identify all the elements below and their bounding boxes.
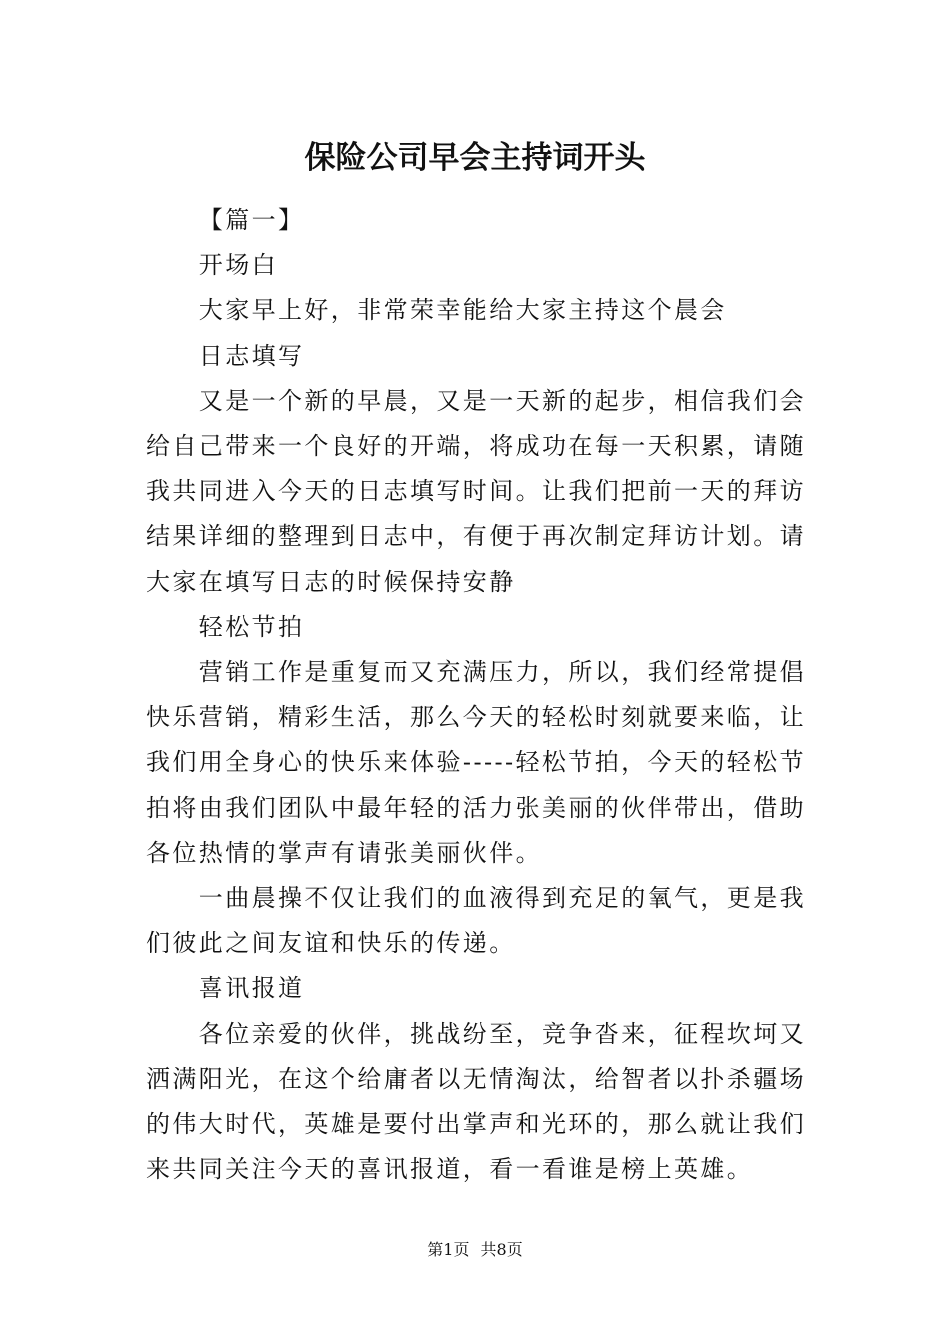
subheading-relax: 轻松节拍 <box>198 612 305 641</box>
subheading-news: 喜讯报道 <box>198 974 305 1003</box>
page-total: 共8页 <box>480 1240 523 1259</box>
paragraph: 大家早上好，非常荣幸能给大家主持这个晨会 <box>198 296 727 325</box>
document-title: 保险公司早会主持词开头 <box>304 140 646 176</box>
paragraph: 一曲晨操不仅让我们的血液得到充足的氧气，更是我们彼此之间友谊和快乐的传递。 <box>146 884 806 958</box>
paragraph: 营销工作是重复而又充满压力，所以，我们经常提倡快乐营销，精彩生活，那么今天的轻松时刻就要来临，让我们用全身心的快乐来体验-----轻松节拍，今天的轻松节拍将由我们团队中最年轻的活力张美丽的伙伴带出，借助各位热情的掌声有请张美丽伙伴。 <box>146 658 806 867</box>
page-footer <box>0 1238 950 1262</box>
section-heading: 【篇一】 <box>198 206 305 234</box>
paragraph: 各位亲爱的伙伴，挑战纷至，竞争沓来，征程坎坷又洒满阳光，在这个给庸者以无情淘汰，给智者以扑杀疆场的伟大时代，英雄是要付出掌声和光环的，那么就让我们来共同关注今天的喜讯报道，看一看谁是榜上英雄。 <box>146 1019 806 1184</box>
document-body <box>146 198 806 1192</box>
paragraph: 又是一个新的早晨，又是一天新的起步，相信我们会给自己带来一个良好的开端，将成功在每一天积累，请随我共同进入今天的日志填写时间。让我们把前一天的拜访结果详细的整理到日志中，有便于再次制定拜访计划。请大家在填写日志的时候保持安静 <box>146 386 806 596</box>
subheading-opening: 开场白 <box>198 251 278 280</box>
page-number: 第1页 <box>427 1240 470 1259</box>
subheading-log: 日志填写 <box>198 341 305 370</box>
